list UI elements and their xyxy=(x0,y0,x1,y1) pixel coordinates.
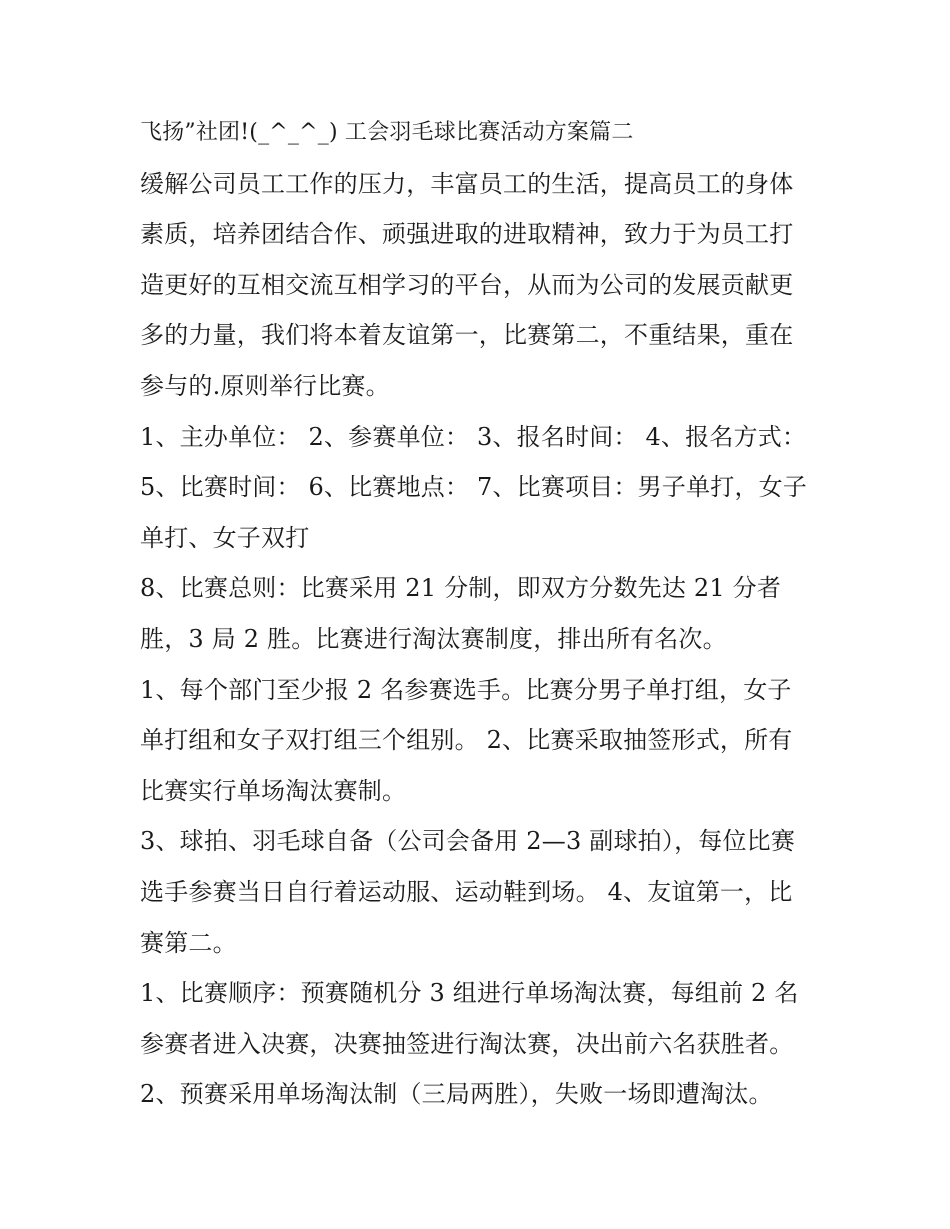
text-line: 单打组和女子双打组三个组别。 2、比赛采取抽签形式，所有 xyxy=(140,726,793,755)
text-line: 参与的.原则举行比赛。 xyxy=(140,371,390,400)
text-line: 选手参赛当日自行着运动服、运动鞋到场。 4、友谊第一，比 xyxy=(140,877,793,906)
text-line: 造更好的互相交流互相学习的平台，从而为公司的发展贡献更 xyxy=(140,270,794,299)
text-line: 赛第二。 xyxy=(140,928,237,957)
text-line: 8、比赛总则：比赛采用 21 分制，即双方分数先达 21 分者 xyxy=(140,574,782,603)
text-line: 1、每个部门至少报 2 名参赛选手。比赛分男子单打组，女子 xyxy=(140,675,792,704)
text-line: 缓解公司员工工作的压力，丰富员工的生活，提高员工的身体 xyxy=(140,169,794,198)
document-body xyxy=(140,108,820,1120)
text-line: 参赛者进入决赛，决赛抽签进行淘汰赛，决出前六名获胜者。 xyxy=(140,1029,794,1058)
text-line: 素质，培养团结合作、顽强进取的进取精神，致力于为员工打 xyxy=(140,220,794,249)
text-line: 胜，3 局 2 胜。比赛进行淘汰赛制度，排出所有名次。 xyxy=(140,624,727,653)
document-title: 飞扬”社团!(_^_^_) 工会羽毛球比赛活动方案篇二 xyxy=(140,120,634,145)
text-line: 2、预赛采用单场淘汰制（三局两胜），失败一场即遭淘汰。 xyxy=(140,1080,773,1109)
text-line: 3、球拍、羽毛球自备（公司会备用 2—3 副球拍），每位比赛 xyxy=(140,827,796,856)
text-line: 多的力量，我们将本着友谊第一，比赛第二，不重结果，重在 xyxy=(140,321,794,350)
text-line: 1、主办单位： 2、参赛单位： 3、报名时间： 4、报名方式： xyxy=(140,422,807,451)
text-line: 5、比赛时间： 6、比赛地点： 7、比赛项目：男子单打，女子 xyxy=(140,473,808,502)
text-line: 比赛实行单场淘汰赛制。 xyxy=(140,776,407,805)
text-line: 单打、女子双打 xyxy=(140,523,310,552)
text-line: 1、比赛顺序：预赛随机分 3 组进行单场淘汰赛，每组前 2 名 xyxy=(140,979,799,1008)
